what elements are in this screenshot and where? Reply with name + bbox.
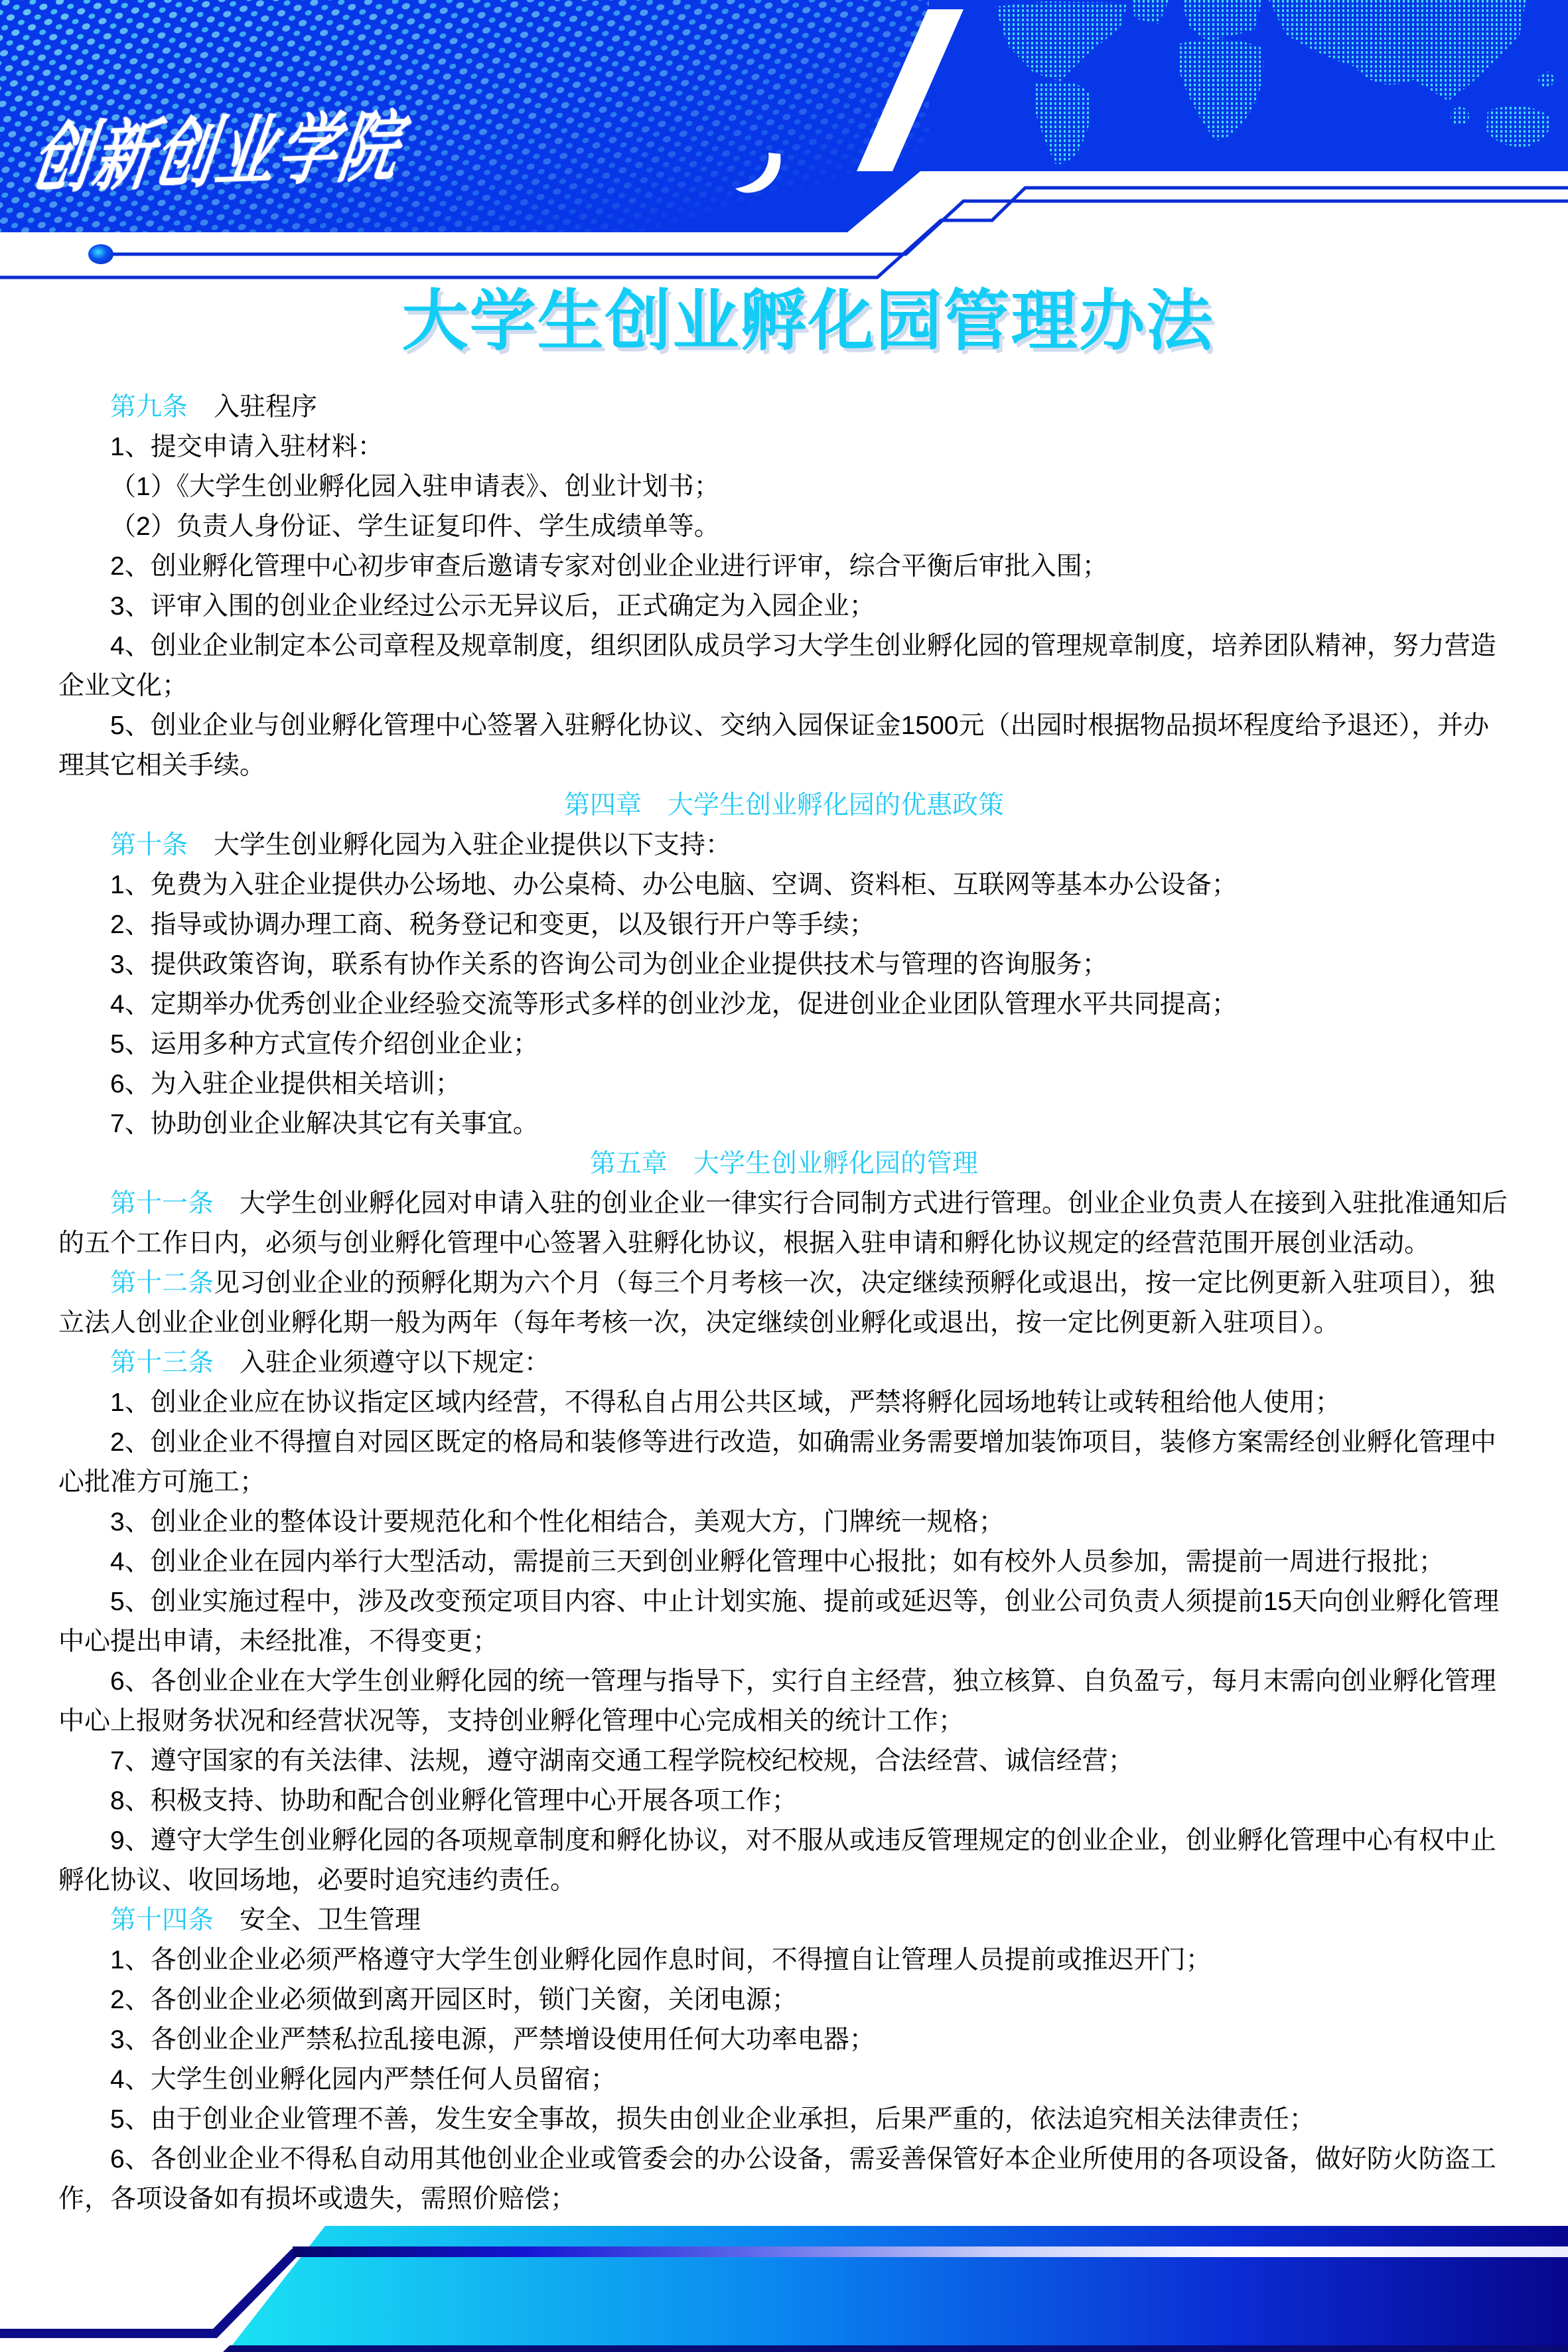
paragraph: 4、定期举办优秀创业企业经验交流等形式多样的创业沙龙，促进创业企业团队管理水平共同提高；: [110, 990, 1238, 1019]
paragraph: 6、各创业企业在大学生创业孵化园的统一管理与指导下，实行自主经营，独立核算、自负盈亏，每月末需向创业孵化管理中心上报财务状况和经营状况等，支持创业孵化管理中心完成相关的统计工作；: [58, 1667, 1496, 1735]
article-label: 第十四条: [110, 1906, 214, 1935]
article-paragraph: 第十条 大学生创业孵化园为入驻企业提供以下支持：: [110, 831, 732, 859]
paragraph: 1、创业企业应在协议指定区域内经营，不得私自占用公共区域，严禁将孵化园场地转让或转租给他人使用；: [110, 1388, 1341, 1417]
paragraph: 3、各创业企业严禁私拉乱接电源，严禁增设使用任何大功率电器；: [110, 2025, 875, 2054]
page-title: 大学生创业孵化园管理办法: [401, 284, 1214, 358]
paragraph: 1、免费为入驻企业提供办公场地、办公桌椅、办公电脑、空调、资料柜、互联网等基本办公设备；: [110, 871, 1238, 899]
paragraph: 5、创业企业与创业孵化管理中心签署入驻孵化协议、交纳入园保证金1500元（出园时根据物品损坏程度给予退还），并办理其它相关手续。: [58, 711, 1489, 780]
paragraph: 6、为入驻企业提供相关培训；: [110, 1070, 461, 1098]
paragraph: 4、大学生创业孵化园内严禁任何人员留宿；: [110, 2065, 616, 2094]
footer-gradient-band: [231, 2226, 1568, 2347]
paragraph: 2、各创业企业必须做到离开园区时，锁门关窗，关闭电源；: [110, 1986, 798, 2014]
paragraph: 6、各创业企业不得私自动用其他创业企业或管委会的办公设备，需妥善保管好本企业所使用的各项设备，做好防火防盗工作，各项设备如有损坏或遗失，需照价赔偿；: [58, 2145, 1496, 2213]
paragraph: （2）负责人身份证、学生证复印件、学生成绩单等。: [110, 512, 720, 541]
chapter-heading: 第五章 大学生创业孵化园的管理: [589, 1149, 978, 1178]
article-label: 第十一条: [110, 1189, 214, 1218]
paragraph: 5、创业实施过程中，涉及改变预定项目内容、中止计划实施、提前或延迟等，创业公司负责人须提前15天向创业孵化管理中心提出申请，未经批准，不得变更；: [58, 1587, 1500, 1656]
paragraph: 5、运用多种方式宣传介绍创业企业；: [110, 1030, 539, 1059]
article-label: 第十三条: [110, 1349, 214, 1377]
paragraph: 3、评审入围的创业企业经过公示无异议后，正式确定为入园企业；: [110, 592, 875, 621]
content-area: [58, 388, 1510, 2219]
footer-accent-stripe: [293, 2246, 1568, 2257]
article-label: 第九条: [110, 393, 188, 421]
paragraph: 8、积极支持、协助和配合创业孵化管理中心开展各项工作；: [110, 1787, 798, 1815]
line-start-dot-icon: [88, 244, 113, 264]
paragraph: 7、协助创业企业解决其它有关事宜。: [110, 1110, 539, 1138]
article-paragraph: 第十四条 安全、卫生管理: [110, 1906, 421, 1935]
paragraph: 5、由于创业企业管理不善，发生安全事故，损失由创业企业承担，后果严重的，依法追究相关法律责任；: [110, 2105, 1315, 2134]
paragraph: 2、创业企业不得擅自对园区既定的格局和装修等进行改造，如确需业务需要增加装饰项目，装修方案需经创业孵化管理中心批准方可施工；: [58, 1428, 1496, 1497]
article-paragraph: 第十三条 入驻企业须遵守以下规定：: [110, 1349, 551, 1377]
footer-banner: [0, 2206, 1568, 2352]
chapter-heading: 第四章 大学生创业孵化园的优惠政策: [563, 791, 1004, 820]
school-name: 创新创业学院: [26, 103, 409, 203]
article-paragraph: 第九条 入驻程序: [110, 393, 318, 421]
paragraph: 1、各创业企业必须严格遵守大学生创业孵化园作息时间，不得擅自让管理人员提前或推迟开门；: [110, 1946, 1212, 1974]
paragraph: 4、创业企业制定本公司章程及规章制度，组织团队成员学习大学生创业孵化园的管理规章制度，培养团队精神，努力营造企业文化；: [58, 632, 1496, 700]
paragraph: 3、提供政策咨询，联系有协作关系的咨询公司为创业企业提供技术与管理的咨询服务；: [110, 950, 1108, 979]
paragraph: 1、提交申请入驻材料：: [110, 433, 384, 461]
paragraph: 2、指导或协调办理工商、税务登记和变更，以及银行开户等手续；: [110, 911, 875, 939]
paragraph: 2、创业孵化管理中心初步审查后邀请专家对创业企业进行评审，综合平衡后审批入围；: [110, 552, 1108, 581]
paragraph: 4、创业企业在园内举行大型活动，需提前三天到创业孵化管理中心报批；如有校外人员参加，需提前一周进行报批；: [110, 1548, 1445, 1576]
footer-bottom-bar: [223, 2345, 1568, 2352]
paragraph: 9、遵守大学生创业孵化园的各项规章制度和孵化协议，对不服从或违反管理规定的创业企业，创业孵化管理中心有权中止孵化协议、收回场地，必要时追究违约责任。: [58, 1826, 1496, 1895]
article-label: 第十条: [110, 831, 188, 859]
article-paragraph: 第十二条见习创业企业的预孵化期为六个月（每三个月考核一次，决定继续预孵化或退出，按一定比例更新入驻项目），独立法人创业企业创业孵化期一般为两年（每年考核一次，决定继续创业孵化或退出，按一定比例更新入驻项目）。: [58, 1269, 1495, 1337]
paragraph: （1）《大学生创业孵化园入驻申请表》、创业计划书；: [110, 473, 720, 501]
article-label: 第十二条: [110, 1269, 214, 1297]
paragraph: 3、创业企业的整体设计要规范化和个性化相结合，美观大方，门牌统一规格；: [110, 1508, 1005, 1536]
paragraph: 7、遵守国家的有关法律、法规，遵守湖南交通工程学院校纪校规，合法经营、诚信经营；: [110, 1747, 1134, 1775]
article-paragraph: 第十一条 大学生创业孵化园对申请入驻的创业企业一律实行合同制方式进行管理。创业企业负责人在接到入驻批准通知后的五个工作日内，必须与创业孵化管理中心签署入驻孵化协议，根据入驻申请和孵化协议规定的经营范围开展创业活动。: [58, 1189, 1508, 1258]
